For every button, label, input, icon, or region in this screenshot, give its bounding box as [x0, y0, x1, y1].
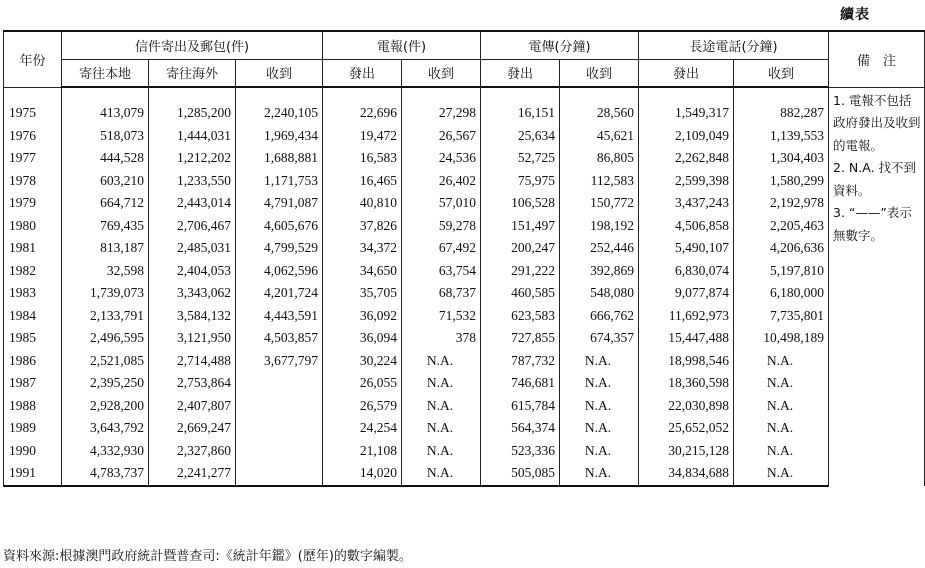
longdistance-sent-cell: 15,447,488: [639, 327, 734, 350]
longdistance-received-cell: 7,735,801: [734, 305, 829, 328]
telegram-sent-cell: 24,254: [323, 417, 402, 440]
mail-overseas-cell: 2,706,467: [149, 215, 236, 238]
table-row: [4, 102, 925, 125]
telex-sent-cell: 151,497: [481, 215, 560, 238]
header-telex-sent: 發出: [481, 59, 560, 87]
mail-local-cell: 769,435: [62, 215, 149, 238]
mail-local-cell: 518,073: [62, 125, 149, 148]
table-row: [4, 147, 925, 170]
telex-sent-cell: 460,585: [481, 282, 560, 305]
mail-overseas-cell: 1,212,202: [149, 147, 236, 170]
mail-overseas-cell: 2,241,277: [149, 462, 236, 486]
longdistance-sent-cell: 9,077,874: [639, 282, 734, 305]
source-note: 資料來源:根據澳門政府統計暨普查司:《統計年鑑》(歷年)的數字編製。: [3, 549, 412, 564]
table-row: [4, 372, 925, 395]
telex-sent-cell: 75,975: [481, 170, 560, 193]
mail-received-cell: 4,791,087: [236, 192, 323, 215]
header-longdistance-received: 收到: [734, 59, 829, 87]
header-telegram-sent: 發出: [323, 59, 402, 87]
telex-received-cell: 86,805: [560, 147, 639, 170]
header-telex-group: 電傳(分鐘): [481, 31, 639, 59]
table-row: [4, 192, 925, 215]
longdistance-received-cell: 2,205,463: [734, 215, 829, 238]
telex-received-cell: 674,357: [560, 327, 639, 350]
telegram-received-cell: 67,492: [402, 237, 481, 260]
mail-overseas-cell: 3,121,950: [149, 327, 236, 350]
telegram-received-cell: 57,010: [402, 192, 481, 215]
table-row: [4, 440, 925, 463]
telex-sent-cell: 746,681: [481, 372, 560, 395]
telex-sent-cell: 505,085: [481, 462, 560, 486]
telegram-received-cell: N.A.: [402, 395, 481, 418]
telex-sent-cell: 727,855: [481, 327, 560, 350]
year-cell: 1985: [4, 327, 62, 350]
telegram-received-cell: N.A.: [402, 372, 481, 395]
year-cell: 1989: [4, 417, 62, 440]
mail-overseas-cell: 3,343,062: [149, 282, 236, 305]
longdistance-received-cell: 6,180,000: [734, 282, 829, 305]
mail-overseas-cell: 2,327,860: [149, 440, 236, 463]
mail-received-cell: 1,171,753: [236, 170, 323, 193]
telegram-sent-cell: 16,583: [323, 147, 402, 170]
telegram-sent-cell: 30,224: [323, 350, 402, 373]
telex-received-cell: 45,621: [560, 125, 639, 148]
telex-received-cell: 112,583: [560, 170, 639, 193]
telex-sent-cell: 615,784: [481, 395, 560, 418]
longdistance-sent-cell: 25,652,052: [639, 417, 734, 440]
telegram-received-cell: 26,567: [402, 125, 481, 148]
longdistance-sent-cell: 18,998,546: [639, 350, 734, 373]
longdistance-sent-cell: 22,030,898: [639, 395, 734, 418]
table-row: [4, 237, 925, 260]
longdistance-received-cell: 10,498,189: [734, 327, 829, 350]
header-telegram-group: 電報(件): [323, 31, 481, 59]
telegram-sent-cell: 16,465: [323, 170, 402, 193]
telegram-received-cell: 68,737: [402, 282, 481, 305]
telex-received-cell: N.A.: [560, 372, 639, 395]
telegram-received-cell: 59,278: [402, 215, 481, 238]
mail-received-cell: 4,062,596: [236, 260, 323, 283]
note-2: 2. N.A. 找不到資料。: [833, 160, 917, 198]
telegram-sent-cell: 19,472: [323, 125, 402, 148]
table-row: [4, 350, 925, 373]
longdistance-received-cell: 1,304,403: [734, 147, 829, 170]
year-cell: 1990: [4, 440, 62, 463]
longdistance-received-cell: N.A.: [734, 462, 829, 486]
telex-sent-cell: 564,374: [481, 417, 560, 440]
telegram-received-cell: 63,754: [402, 260, 481, 283]
mail-received-cell: 1,688,881: [236, 147, 323, 170]
telex-sent-cell: 523,336: [481, 440, 560, 463]
header-mail-group: 信件寄出及郵包(件): [62, 31, 323, 59]
telegram-sent-cell: 40,810: [323, 192, 402, 215]
table-row: [4, 125, 925, 148]
header-mail-local: 寄往本地: [62, 59, 149, 87]
year-cell: 1988: [4, 395, 62, 418]
mail-local-cell: 413,079: [62, 102, 149, 125]
mail-received-cell: 4,503,857: [236, 327, 323, 350]
mail-overseas-cell: 2,404,053: [149, 260, 236, 283]
mail-overseas-cell: 2,753,864: [149, 372, 236, 395]
longdistance-sent-cell: 34,834,688: [639, 462, 734, 486]
mail-local-cell: 32,598: [62, 260, 149, 283]
mail-overseas-cell: 2,714,488: [149, 350, 236, 373]
mail-received-cell: 2,240,105: [236, 102, 323, 125]
longdistance-sent-cell: 6,830,074: [639, 260, 734, 283]
year-cell: 1976: [4, 125, 62, 148]
year-cell: 1975: [4, 102, 62, 125]
table-row: [4, 260, 925, 283]
telegram-sent-cell: 22,696: [323, 102, 402, 125]
year-cell: 1980: [4, 215, 62, 238]
notes-cell: [829, 87, 925, 486]
longdistance-received-cell: N.A.: [734, 395, 829, 418]
year-cell: 1986: [4, 350, 62, 373]
mail-local-cell: 813,187: [62, 237, 149, 260]
table-row: [4, 417, 925, 440]
mail-received-cell: 4,443,591: [236, 305, 323, 328]
mail-local-cell: 1,739,073: [62, 282, 149, 305]
telex-received-cell: N.A.: [560, 395, 639, 418]
longdistance-received-cell: 2,192,978: [734, 192, 829, 215]
mail-local-cell: 2,928,200: [62, 395, 149, 418]
year-cell: 1991: [4, 462, 62, 486]
telex-received-cell: 252,446: [560, 237, 639, 260]
table-row: [4, 327, 925, 350]
mail-received-cell: [236, 462, 323, 486]
telegram-sent-cell: 37,826: [323, 215, 402, 238]
year-cell: 1977: [4, 147, 62, 170]
mail-local-cell: 2,496,595: [62, 327, 149, 350]
telex-sent-cell: 200,247: [481, 237, 560, 260]
telegram-received-cell: 71,532: [402, 305, 481, 328]
longdistance-sent-cell: 2,262,848: [639, 147, 734, 170]
mail-overseas-cell: 1,444,031: [149, 125, 236, 148]
telex-received-cell: 198,192: [560, 215, 639, 238]
telex-received-cell: N.A.: [560, 440, 639, 463]
longdistance-sent-cell: 4,506,858: [639, 215, 734, 238]
longdistance-sent-cell: 2,599,398: [639, 170, 734, 193]
note-1: 1. 電報不包括政府發出及收到的電報。: [833, 92, 921, 153]
telegram-received-cell: N.A.: [402, 440, 481, 463]
longdistance-received-cell: 1,139,553: [734, 125, 829, 148]
spacer-row: [4, 87, 925, 102]
table-body: [4, 87, 925, 486]
mail-received-cell: 1,969,434: [236, 125, 323, 148]
mail-received-cell: [236, 440, 323, 463]
telegram-sent-cell: 21,108: [323, 440, 402, 463]
mail-overseas-cell: 1,233,550: [149, 170, 236, 193]
longdistance-sent-cell: 3,437,243: [639, 192, 734, 215]
year-cell: 1981: [4, 237, 62, 260]
mail-local-cell: 2,133,791: [62, 305, 149, 328]
telegram-sent-cell: 34,650: [323, 260, 402, 283]
telegram-received-cell: 24,536: [402, 147, 481, 170]
mail-received-cell: [236, 417, 323, 440]
table-row: [4, 305, 925, 328]
mail-overseas-cell: 2,443,014: [149, 192, 236, 215]
telex-sent-cell: 52,725: [481, 147, 560, 170]
table-row: [4, 282, 925, 305]
mail-overseas-cell: 2,407,807: [149, 395, 236, 418]
telegram-received-cell: N.A.: [402, 350, 481, 373]
year-cell: 1979: [4, 192, 62, 215]
mail-overseas-cell: 2,485,031: [149, 237, 236, 260]
telex-received-cell: 392,869: [560, 260, 639, 283]
longdistance-received-cell: 5,197,810: [734, 260, 829, 283]
mail-local-cell: 664,712: [62, 192, 149, 215]
telegram-sent-cell: 26,055: [323, 372, 402, 395]
mail-received-cell: [236, 395, 323, 418]
longdistance-received-cell: 882,287: [734, 102, 829, 125]
year-cell: 1978: [4, 170, 62, 193]
telex-received-cell: 548,080: [560, 282, 639, 305]
year-cell: 1987: [4, 372, 62, 395]
telex-received-cell: 150,772: [560, 192, 639, 215]
longdistance-received-cell: N.A.: [734, 350, 829, 373]
mail-received-cell: 4,799,529: [236, 237, 323, 260]
telegram-received-cell: N.A.: [402, 417, 481, 440]
mail-received-cell: [236, 372, 323, 395]
statistics-table: [3, 30, 925, 487]
telegram-received-cell: N.A.: [402, 462, 481, 486]
telegram-sent-cell: 26,579: [323, 395, 402, 418]
mail-local-cell: 4,783,737: [62, 462, 149, 486]
header-mail-received: 收到: [236, 59, 323, 87]
year-cell: 1982: [4, 260, 62, 283]
telex-sent-cell: 787,732: [481, 350, 560, 373]
telex-received-cell: N.A.: [560, 462, 639, 486]
mail-local-cell: 4,332,930: [62, 440, 149, 463]
table-row: [4, 395, 925, 418]
header-year: 年份: [4, 31, 62, 87]
telegram-sent-cell: 36,094: [323, 327, 402, 350]
longdistance-sent-cell: 30,215,128: [639, 440, 734, 463]
header-notes: 備 注: [829, 31, 925, 87]
telex-sent-cell: 106,528: [481, 192, 560, 215]
telegram-sent-cell: 34,372: [323, 237, 402, 260]
longdistance-sent-cell: 18,360,598: [639, 372, 734, 395]
longdistance-sent-cell: 2,109,049: [639, 125, 734, 148]
longdistance-received-cell: 1,580,299: [734, 170, 829, 193]
mail-received-cell: 4,201,724: [236, 282, 323, 305]
longdistance-sent-cell: 11,692,973: [639, 305, 734, 328]
mail-local-cell: 603,210: [62, 170, 149, 193]
telegram-received-cell: 27,298: [402, 102, 481, 125]
header-telex-received: 收到: [560, 59, 639, 87]
telegram-received-cell: 378: [402, 327, 481, 350]
telegram-sent-cell: 36,092: [323, 305, 402, 328]
note-3: 3. “——”表示無數字。: [833, 205, 912, 243]
telex-received-cell: 28,560: [560, 102, 639, 125]
header-mail-overseas: 寄往海外: [149, 59, 236, 87]
table-row: [4, 215, 925, 238]
year-cell: 1984: [4, 305, 62, 328]
telegram-received-cell: 26,402: [402, 170, 481, 193]
mail-overseas-cell: 3,584,132: [149, 305, 236, 328]
header-telegram-received: 收到: [402, 59, 481, 87]
mail-local-cell: 2,395,250: [62, 372, 149, 395]
telex-sent-cell: 623,583: [481, 305, 560, 328]
longdistance-received-cell: N.A.: [734, 440, 829, 463]
mail-local-cell: 3,643,792: [62, 417, 149, 440]
header-longdistance-group: 長途電話(分鐘): [639, 31, 829, 59]
year-cell: 1983: [4, 282, 62, 305]
longdistance-sent-cell: 1,549,317: [639, 102, 734, 125]
table-row: [4, 170, 925, 193]
telex-received-cell: 666,762: [560, 305, 639, 328]
telex-sent-cell: 25,634: [481, 125, 560, 148]
mail-received-cell: 3,677,797: [236, 350, 323, 373]
mail-overseas-cell: 2,669,247: [149, 417, 236, 440]
telex-received-cell: N.A.: [560, 417, 639, 440]
telegram-sent-cell: 35,705: [323, 282, 402, 305]
telex-sent-cell: 291,222: [481, 260, 560, 283]
continued-label: 續表: [840, 7, 870, 23]
longdistance-sent-cell: 5,490,107: [639, 237, 734, 260]
mail-overseas-cell: 1,285,200: [149, 102, 236, 125]
telex-sent-cell: 16,151: [481, 102, 560, 125]
telex-received-cell: N.A.: [560, 350, 639, 373]
longdistance-received-cell: N.A.: [734, 372, 829, 395]
mail-received-cell: 4,605,676: [236, 215, 323, 238]
table-row: [4, 462, 925, 486]
mail-local-cell: 444,528: [62, 147, 149, 170]
header-longdistance-sent: 發出: [639, 59, 734, 87]
longdistance-received-cell: N.A.: [734, 417, 829, 440]
mail-local-cell: 2,521,085: [62, 350, 149, 373]
longdistance-received-cell: 4,206,636: [734, 237, 829, 260]
telegram-sent-cell: 14,020: [323, 462, 402, 486]
